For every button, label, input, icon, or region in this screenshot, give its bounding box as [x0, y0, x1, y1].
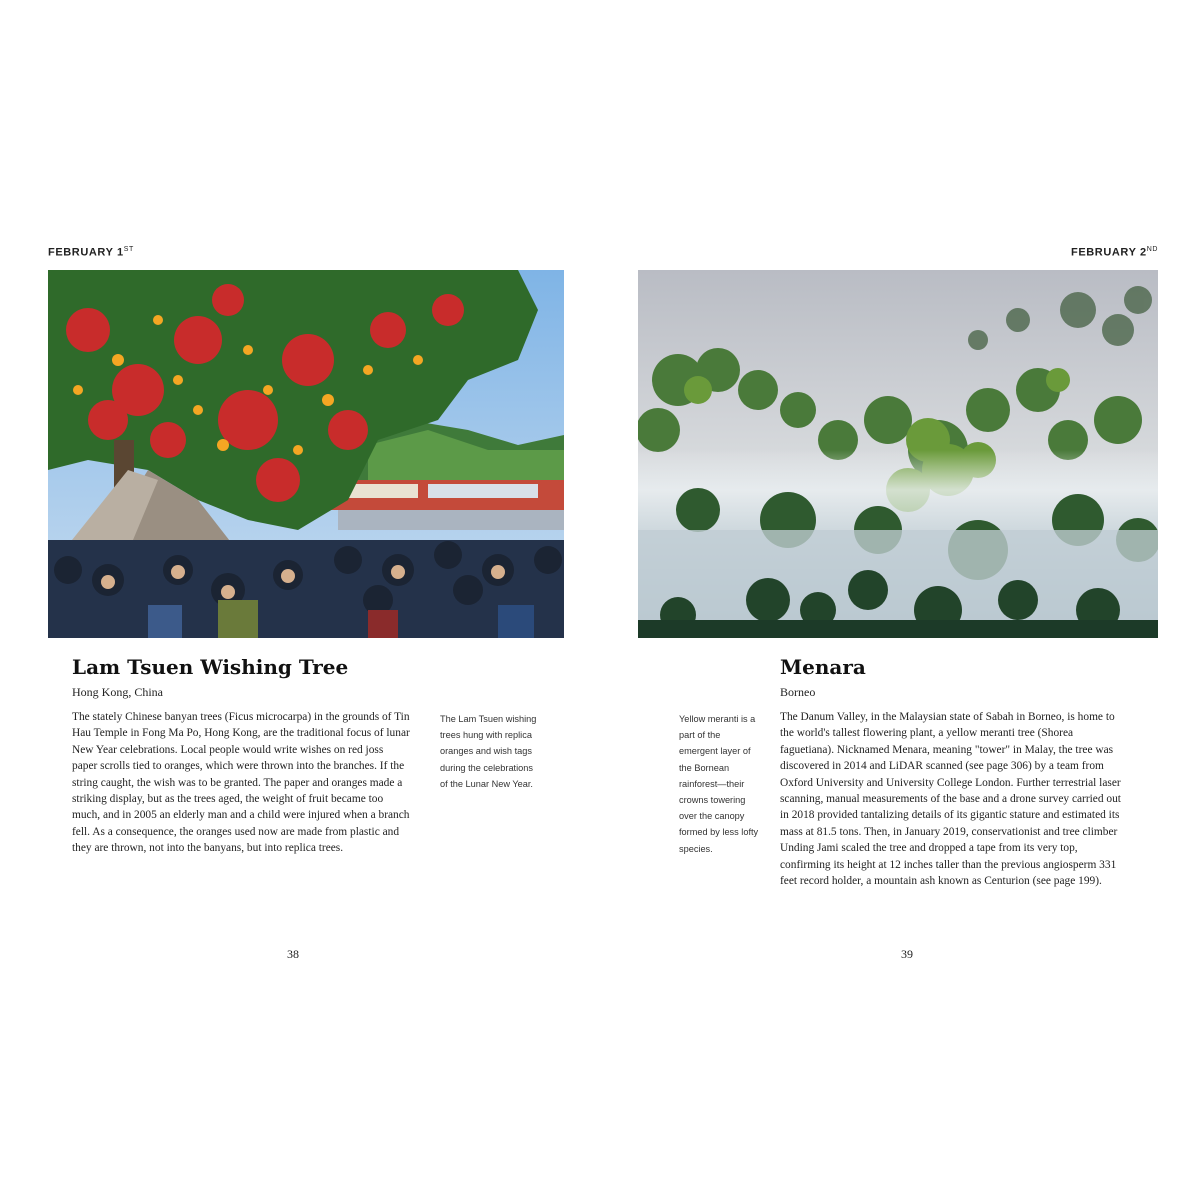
entry-title: Lam Tsuen Wishing Tree [72, 655, 349, 679]
date-label [1071, 246, 1158, 259]
date-suffix: ND [1146, 246, 1158, 253]
photo-caption: Yellow meranti is a part of the emergent layer of the Bornean rainforest—their crowns towering over the canopy formed by less lofty species. [679, 714, 759, 854]
wishing-tree-illustration [48, 270, 564, 638]
wishing-tree-photo [48, 270, 564, 638]
photo-caption: The Lam Tsuen wishing trees hung with replica oranges and wish tags during the celebrations of the Lunar New Year. [440, 714, 537, 789]
page-number: 39 [901, 947, 913, 961]
date-text: FEBRUARY 2 [1071, 246, 1147, 259]
entry-location: Borneo [780, 685, 816, 699]
date-label [48, 246, 134, 259]
entry-location: Hong Kong, China [72, 685, 163, 699]
entry-body: The stately Chinese banyan trees (Ficus microcarpa) in the grounds of Tin Hau Temple in Fong Ma Po, Hong Kong, are the traditional focus of lunar New Year celebrations. Local people would write wishes on red joss paper scrolls tied to oranges, which were thrown into the branches. If the string caught, the wish was to be granted. The paper and oranges made a striking display, but as the trees aged, the weight of fruit became too much, and in 2005 an elderly man and a child were injured when a branch fell. As a consequence, the oranges used now are made from plastic and they are thrown, not into the banyans, but into replica trees. [72, 711, 410, 855]
misty-rainforest-illustration [638, 270, 1158, 638]
menara-forest-photo [638, 270, 1158, 638]
right-page [600, 0, 1200, 1200]
entry-body: The Danum Valley, in the Malaysian state of Sabah in Borneo, is home to the world's tallest flowering plant, a yellow meranti tree (Shorea faguetiana). Nicknamed Menara, meaning "tower" in Malay, the tree was discovered in 2014 and LiDAR scanned (see page 306) by a team from Oxford University and University College London. Further terrestrial laser scanning, manual measurements of the base and a drone survey carried out in 2018 provided tantalizing details of its gigantic stature and estimated its mass at 81.5 tons. Then, in January 2019, conservationist and tree climber Unding Jami scaled the tree and dropped a tape from its very top, confirming its height at 12 inches taller than the previous angiosperm 331 feet record holder, a mountain ash known as Centurion (see page 199). [780, 711, 1121, 888]
page-number: 38 [287, 947, 299, 961]
date-text: FEBRUARY 1 [48, 246, 124, 259]
entry-title: Menara [780, 655, 866, 679]
date-suffix: ST [123, 246, 134, 253]
